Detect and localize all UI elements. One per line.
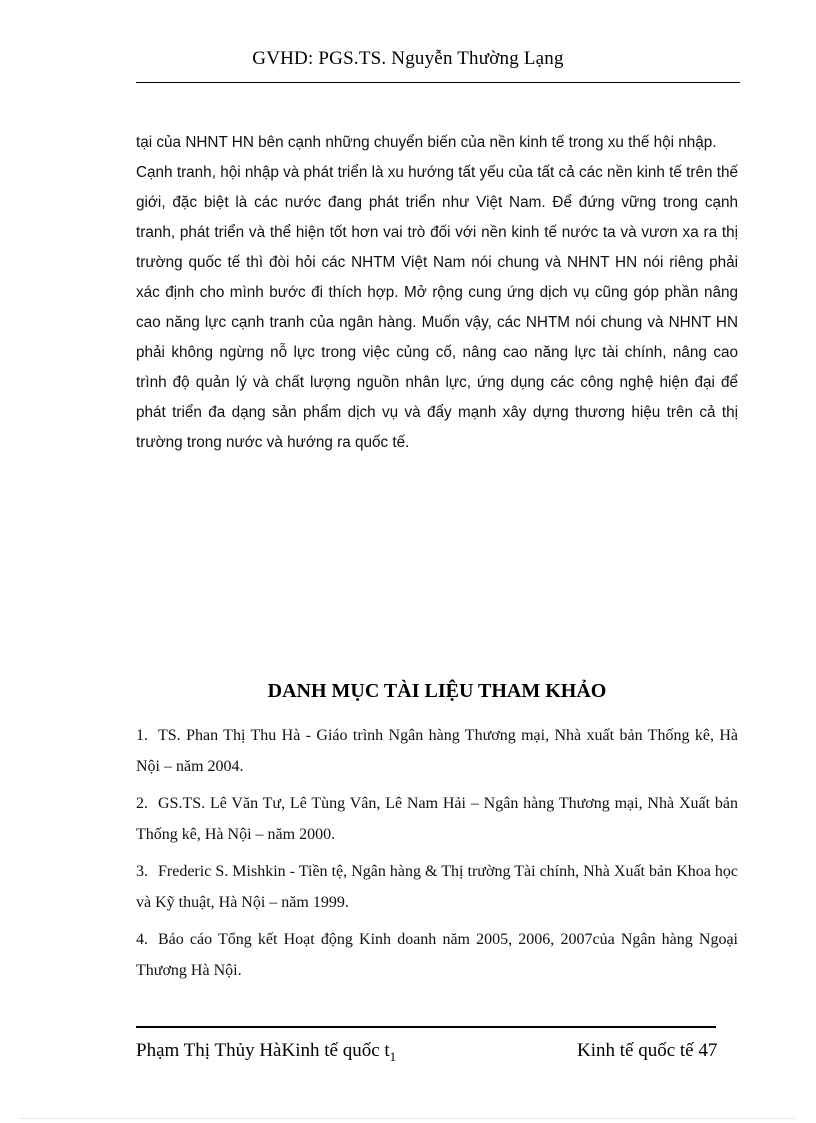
page-bottom-edge <box>20 1118 796 1119</box>
footer-author-text: Phạm Thị Thủy HàKinh tế quốc t <box>136 1040 390 1061</box>
body-paragraph-1: tại của NHNT HN bên cạnh những chuyển biến của nền kinh tế trong xu thế hội nhập. <box>136 134 717 151</box>
reference-text: Báo cáo Tổng kết Hoạt động Kinh doanh năm 2005, 2006, 2007của Ngân hàng Ngoại Thương Hà Nội. <box>136 931 738 979</box>
references-list <box>136 720 738 992</box>
reference-item-4 <box>136 924 738 986</box>
reference-text: GS.TS. Lê Văn Tư, Lê Tùng Vân, Lê Nam Hải – Ngân hàng Thương mại, Nhà Xuất bản Thống kê, Hà Nội – năm 2000. <box>136 795 738 843</box>
page-header-title: GVHD: PGS.TS. Nguyễn Thường Lạng <box>252 48 564 69</box>
footer-divider <box>136 1026 716 1028</box>
reference-item-3 <box>136 856 738 918</box>
footer-author <box>136 1040 396 1065</box>
reference-text: TS. Phan Thị Thu Hà - Giáo trình Ngân hàng Thương mại, Nhà xuất bản Thống kê, Hà Nội – năm 2004. <box>136 727 738 775</box>
footer-author-subscript: 1 <box>389 1049 397 1064</box>
reference-number: 4. <box>136 931 148 948</box>
reference-number: 1. <box>136 727 148 744</box>
reference-text: Frederic S. Mishkin - Tiền tệ, Ngân hàng & Thị trường Tài chính, Nhà Xuất bản Khoa học và Kỹ thuật, Hà Nội – năm 1999. <box>136 863 738 911</box>
reference-number: 3. <box>136 863 148 880</box>
body-text <box>136 128 738 458</box>
reference-item-2 <box>136 788 738 850</box>
header-divider <box>136 82 740 83</box>
references-title: DANH MỤC TÀI LIỆU THAM KHẢO <box>267 680 607 702</box>
reference-number: 2. <box>136 795 148 812</box>
reference-item-1 <box>136 720 738 782</box>
footer-page-label: Kinh tế quốc tế 47 <box>577 1040 718 1061</box>
body-paragraph-2: Cạnh tranh, hội nhập và phát triển là xu hướng tất yếu của tất cả các nền kinh tế trên thế giới, đặc biệt là các nước đang phát triển như Việt Nam. Để đứng vững trong cạnh tranh, phát triển và thể hiện tốt hơn vai trò đối với nền kinh tế nước ta và vươn xa ra thị trường quốc tế thì đòi hỏi các NHTM Việt Nam nói chung và NHNT HN nói riêng phải xác định cho mình bước đi thích hợp. Mở rộng cung ứng dịch vụ cũng góp phần nâng cao năng lực cạnh tranh của ngân hàng. Muốn vậy, các NHTM nói chung và NHNT HN phải không ngừng nỗ lực trong việc củng cố, nâng cao năng lực tài chính, nâng cao trình độ quản lý và chất lượng nguồn nhân lực, ứng dụng các công nghệ hiện đại để phát triển đa dạng sản phẩm dịch vụ và đẩy mạnh xây dựng thương hiệu trên cả thị trường trong nước và hướng ra quốc tế. <box>136 164 738 451</box>
